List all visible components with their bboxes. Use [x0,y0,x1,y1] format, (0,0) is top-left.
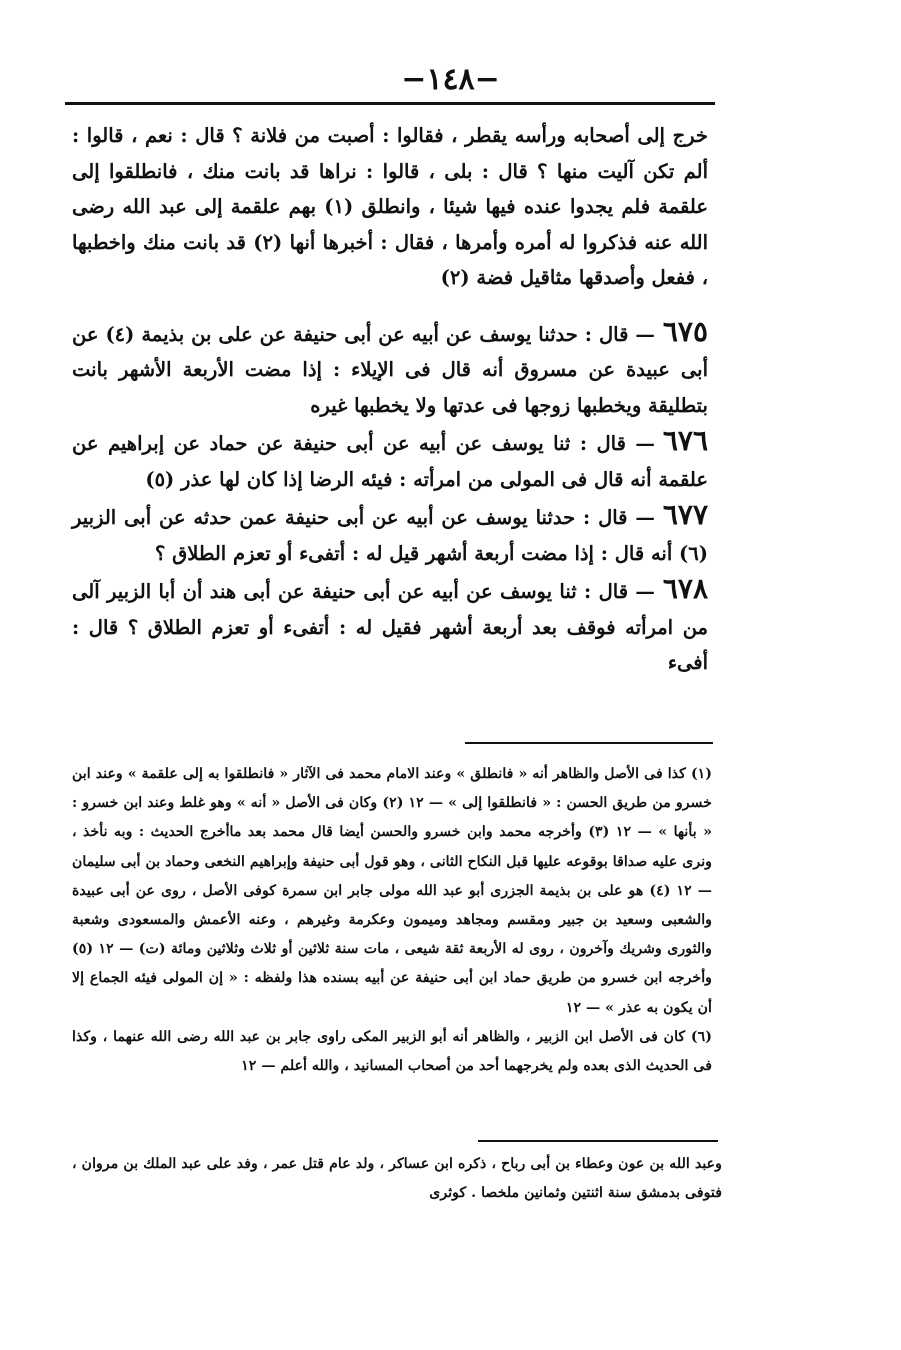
hadith-number: ٦٧٨ [662,572,708,605]
hadith-678 [72,571,708,681]
hadith-text: — قال : حدثنا يوسف عن أبيه عن أبى حنيفة عن على بن بذيمة (٤) عن أبى عبيدة عن مسروق أنه قال فى الإيلاء : إذا مضت الأربعة الأشهر بانت بتطليقة ويخطبها زوجها فى عدتها ولا يخطبها غيره [72,322,708,417]
hadith-675 [72,314,708,424]
paragraph-intro: خرج إلى أصحابه ورأسه يقطر ، فقالوا : أصبت من فلانة ؟ قال : نعم ، قالوا : ألم تكن آليت منها ؟ قال : بلى ، قالوا : نراها قد بانت منك ، فانطلقوا إلى علقمة فلم يجدوا عنده فيها شيئا ، وانطلق (١) بهم علقمة إلى عبد الله رضى الله عنه فذكروا له أمره وأمرها ، فقال : أخبرها أنها (٢) قد بانت منك واخطبها ، ففعل وأصدقها مثاقيل فضة (٢) [72,124,708,289]
hadith-number: ٦٧٦ [662,424,708,457]
hadith-number: ٦٧٧ [662,498,708,531]
hadith-text: — قال : حدثنا يوسف عن أبيه عن أبى حنيفة عمن حدثه عن أبى الزبير (٦) أنه قال : إذا مضت أربعة أشهر قيل له : أتفىء أو تعزم الطلاق ؟ [72,506,708,565]
main-text [72,118,708,681]
hadith-number: ٦٧٥ [662,314,708,348]
footnote-6: (٦) كان فى الأصل ابن الزبير ، والظاهر أنه أبو الزبير المكى راوى جابر بن عبد الله رضى الله عنهما ، وكذا فى الحديث الذى بعده ولم يخرجهما أحد من أصحاب المسانيد ، والله أعلم — ١٢ [72,1028,712,1075]
hadith-677 [72,497,708,571]
hadith-676 [72,423,708,497]
extra-note-rule [478,1140,718,1142]
hadith-text: — قال : ثنا يوسف عن أبيه عن أبى حنيفة عن أبى هند أن أبا الزبير آلى من امرأته فوقف بعد أربعة أشهر فقيل له : أتفىء أو تعزم الطلاق ؟ قال : أفىء [72,580,708,674]
footnotes [72,760,712,1081]
footnote-block: (١) كذا فى الأصل والظاهر أنه « فانطلق » وعند الامام محمد فى الآثار « فانطلقوا به إلى علقمة » وعند ابن خسرو من طريق الحسن : « فانطلقوا إلى » — ١٢ (٢) وكان فى الأصل « أنه » وهو غلط وعند ابن خسرو : « بأنها » — ١٢ (٣) وأخرجه محمد وابن خسرو والحسن أيضا قال محمد بعد ماأخرج الحديث : وبه نأخذ ، ونرى عليه صداقا بوقوعه عليها قبل النكاح الثانى ، وهو قول أبى حنيفة وإبراهيم النخعى وحماد بن أبى سليمان — ١٢ (٤) هو على بن بذيمة الجزرى أبو عبد الله مولى جابر ابن سمرة كوفى الأصل ، روى عن أبى عبيدة والشعبى وسعيد بن جبير ومقسم ومجاهد وميمون وعكرمة وغيرهم ، وعنه الأعمش والمسعودى وشعبة والثورى وشريك وآخرون ، روى له الأربعة ثقة شيعى ، مات سنة ثلاثين أو ثلاث وثلاثين ومائة (ت) — ١٢ (٥) وأخرجه ابن خسرو من طريق حماد ابن أبى حنيفة عن أبيه بسنده هذا ولفظه : « إن المولى فيئه الجماع إلا أن يكون به عذر » — ١٢ [72,766,713,1016]
extra-note [72,1150,722,1208]
extra-note-text: وعبد الله بن عون وعطاء بن أبى رباح ، ذكره ابن عساكر ، ولد عام قتل عمر ، وفد على عبد الملك بن مروان ، فتوفى بدمشق سنة اثنتين وثمانين ملخصا . كوثرى [72,1156,722,1201]
hadith-text: — قال : ثنا يوسف عن أبيه عن أبى حنيفة عن حماد عن إبراهيم عن علقمة أنه قال فى المولى من امرأته : فيئه الرضا إذا كان لها عذر (٥) [72,432,708,491]
page-number: −١٤٨− [401,62,500,97]
footnote-rule [465,742,713,744]
header-rule [65,102,715,105]
